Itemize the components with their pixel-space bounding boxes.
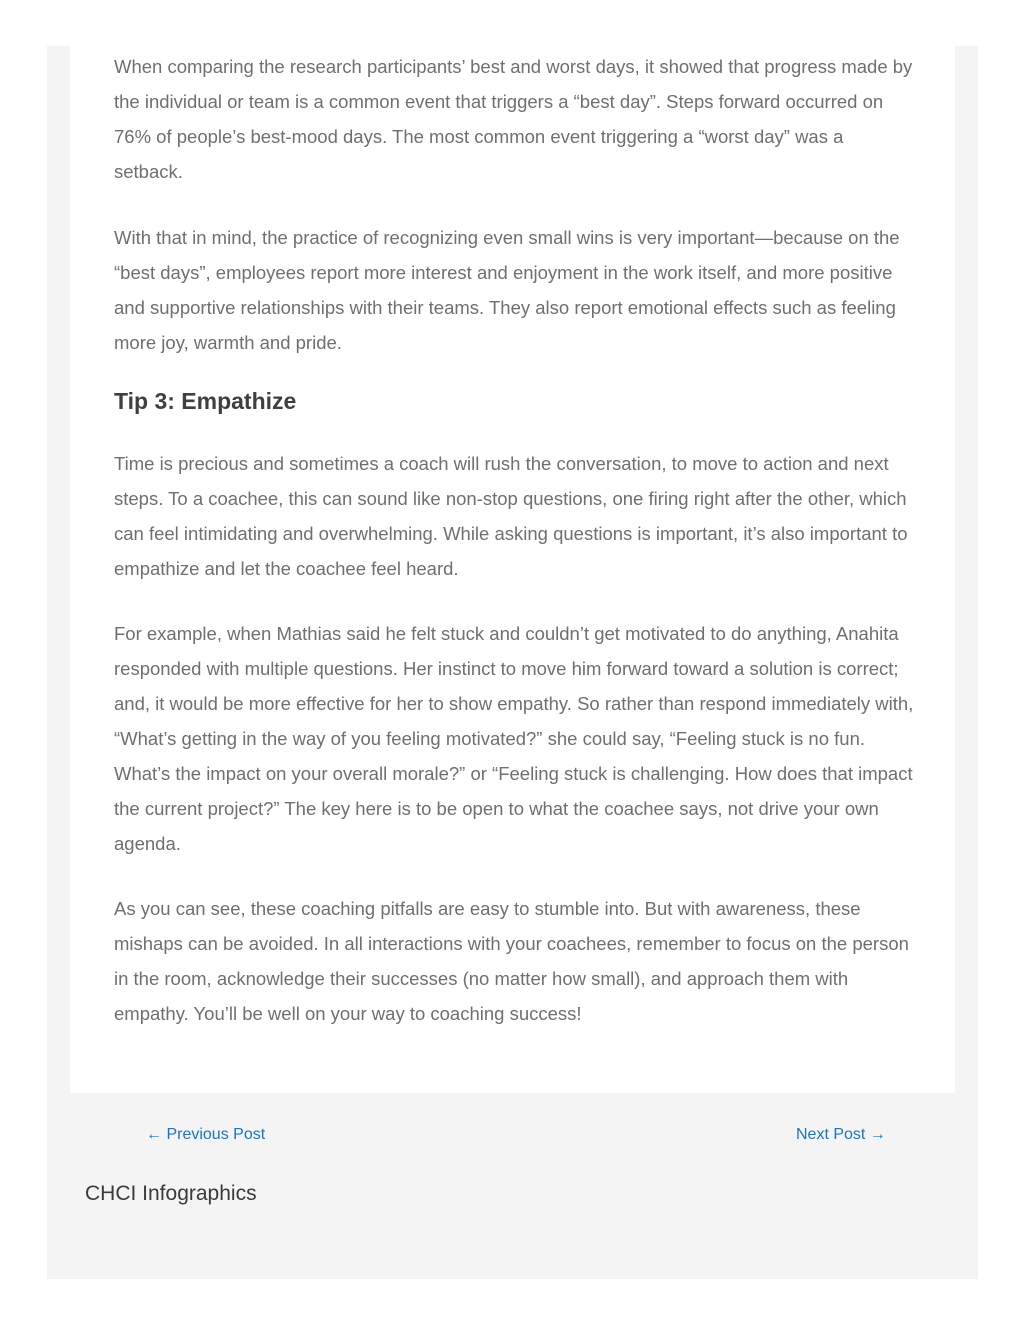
article-paragraph-time-precious: Time is precious and sometimes a coach will rush the conversation, to move to action and next steps. To a coachee, this can sound like non-stop questions, one firing right after the other, which can feel intimidating and overwhelming. While asking questions is important, it’s also important to empathize and let the coachee feel heard. — [114, 453, 908, 579]
article-paragraph-example: For example, when Mathias said he felt stuck and couldn’t get motivated to do anything, Anahita responded with multiple questions. Her instinct to move him forward toward a solution is correct; and, it would be more effective for her to show empathy. So rather than respond immediately with, “What’s getting in the way of you feeling motivated?” she could say, “Feeling stuck is no fun. What’s the impact on your overall morale?” or “Feeling stuck is challenging. How does that impact the current project?” The key here is to be open to what the coachee says, not drive your own agenda. — [114, 623, 914, 854]
heading-tip-3: Tip 3: Empathize — [114, 388, 297, 414]
article-paragraph-progress: When comparing the research participants’ best and worst days, it showed that progress made by the individual or team is a common event that triggers a “best day”. Steps forward occurred on 76% of people’s best-mood days. The most common event triggering a “worst day” was a setback. — [114, 56, 913, 182]
next-post-link[interactable]: Next Post → — [796, 1126, 886, 1143]
previous-post-link[interactable]: ← Previous Post — [146, 1126, 266, 1143]
article-body — [70, 46, 955, 1093]
footer-title: CHCI Infographics — [85, 1182, 257, 1205]
page-container — [47, 46, 978, 1279]
article-paragraph-conclusion: As you can see, these coaching pitfalls are easy to stumble into. But with awareness, these mishaps can be avoided. In all interactions with your coachees, remember to focus on the person in the room, acknowledge their successes (no matter how small), and approach them with empathy. You’ll be well on your way to coaching success! — [114, 898, 909, 1024]
article-paragraph-small-wins: With that in mind, the practice of recognizing even small wins is very important—because on the “best days”, employees report more interest and enjoyment in the work itself, and more positive and supportive relationships with their teams. They also report emotional effects such as feeling more joy, warmth and pride. — [114, 227, 900, 353]
